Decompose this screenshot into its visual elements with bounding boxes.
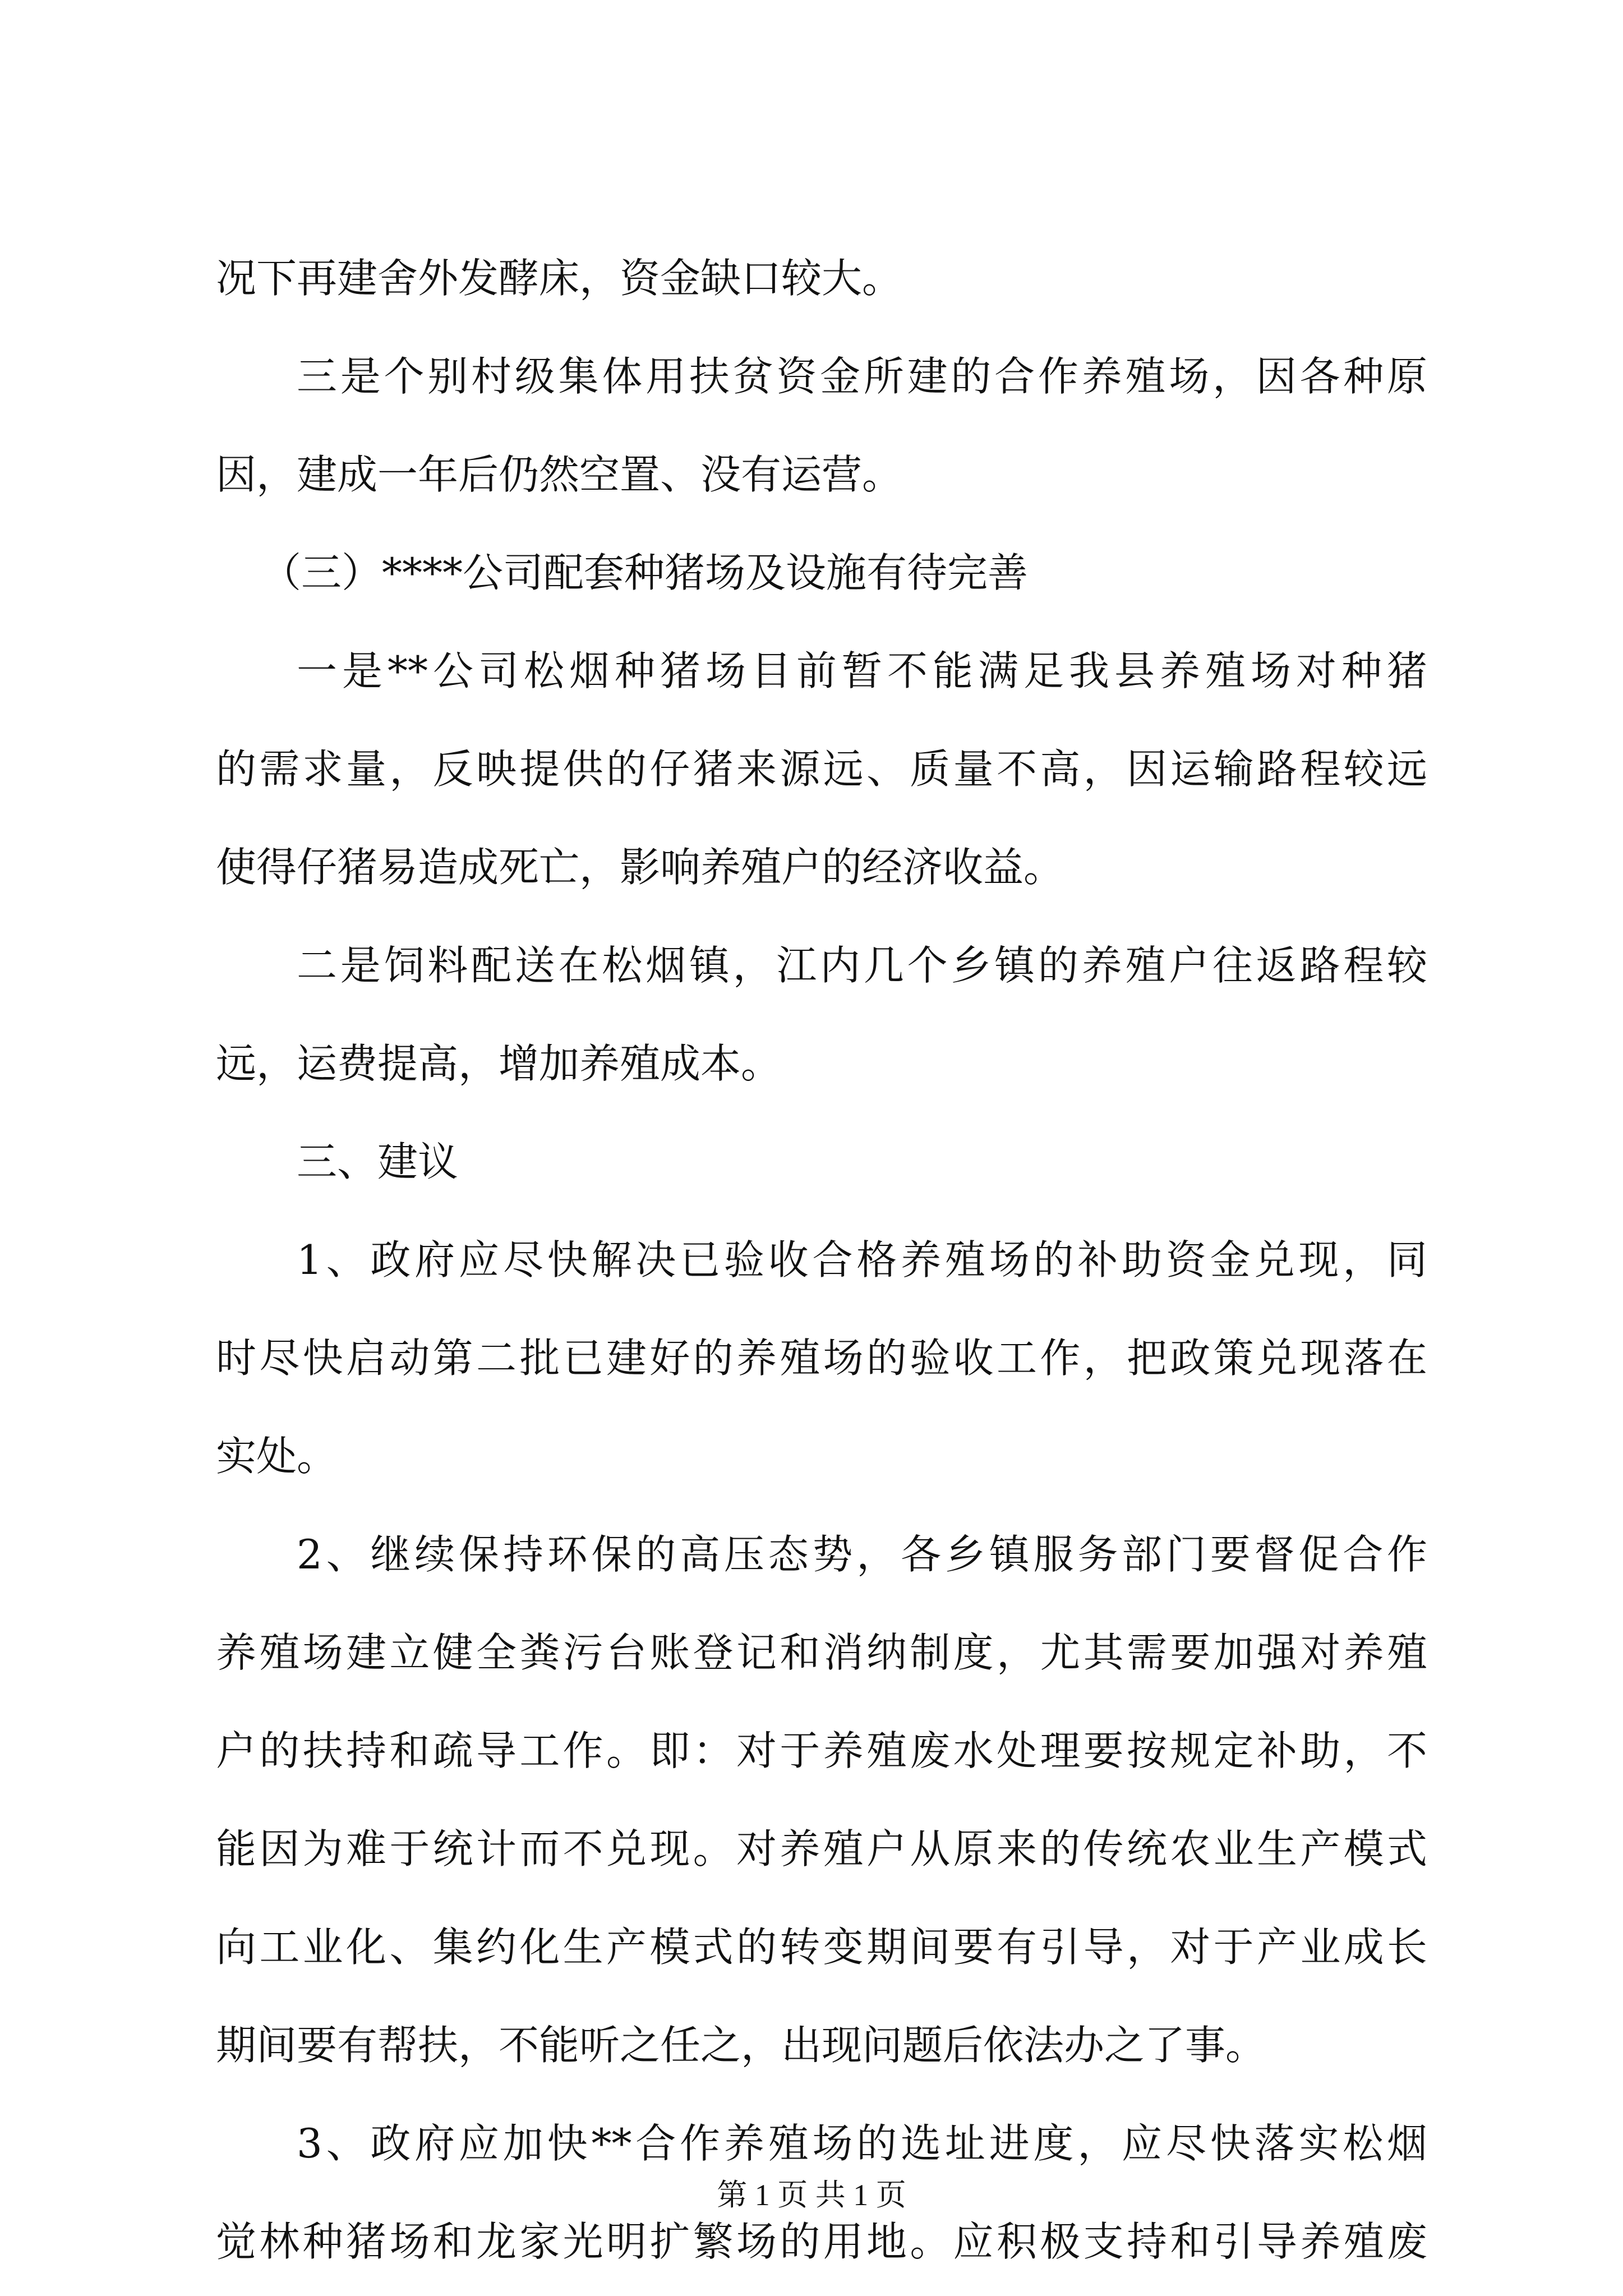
text-line: 3、政府应加快**合作养殖场的选址进度，应尽快落实松烟 — [297, 2120, 1427, 2167]
text-line: 使得仔猪易造成死亡，影响养殖户的经济收益。 — [216, 844, 1064, 891]
text-line: 的需求量，反映提供的仔猪来源远、质量不高，因运输路程较远 — [216, 746, 1427, 793]
text-line: 期间要有帮扶，不能听之任之，出现问题后依法办之了事。 — [216, 2022, 1266, 2069]
text-line: 一是**公司松烟种猪场目前暂不能满足我县养殖场对种猪 — [297, 647, 1427, 694]
text-line: 因，建成一年后仍然空置、没有运营。 — [216, 451, 903, 498]
text-line: 二是饲料配送在松烟镇，江内几个乡镇的养殖户往返路程较 — [297, 942, 1427, 989]
text-line: 觉林种猪场和龙家光明扩繁场的用地。应积极支持和引导养殖废 — [216, 2218, 1427, 2265]
section-heading: 三、建议 — [297, 1138, 459, 1185]
text-line: 远，运费提高，增加养殖成本。 — [216, 1040, 782, 1087]
text-line: 2、继续保持环保的高压态势，各乡镇服务部门要督促合作 — [297, 1531, 1427, 1578]
text-line: 况下再建舍外发酵床，资金缺口较大。 — [216, 255, 903, 302]
text-line: 向工业化、集约化生产模式的转变期间要有引导，对于产业成长 — [216, 1924, 1427, 1971]
text-line: 养殖场建立健全粪污台账登记和消纳制度，尤其需要加强对养殖 — [216, 1629, 1427, 1676]
text-line: 能因为难于统计而不兑现。对养殖户从原来的传统农业生产模式 — [216, 1825, 1427, 1872]
text-line: 三是个别村级集体用扶贫资金所建的合作养殖场，因各种原 — [297, 353, 1427, 400]
text-line: 时尽快启动第二批已建好的养殖场的验收工作，把政策兑现落在 — [216, 1335, 1427, 1382]
text-line: 户的扶持和疏导工作。即：对于养殖废水处理要按规定补助，不 — [216, 1727, 1427, 1774]
page-footer: 第 1 页 共 1 页 — [717, 2178, 906, 2212]
section-heading: （三）****公司配套种猪场及设施有待完善 — [261, 549, 1029, 596]
text-line: 1、政府应尽快解决已验收合格养殖场的补助资金兑现，同 — [297, 1236, 1427, 1283]
text-line: 实处。 — [216, 1433, 338, 1480]
